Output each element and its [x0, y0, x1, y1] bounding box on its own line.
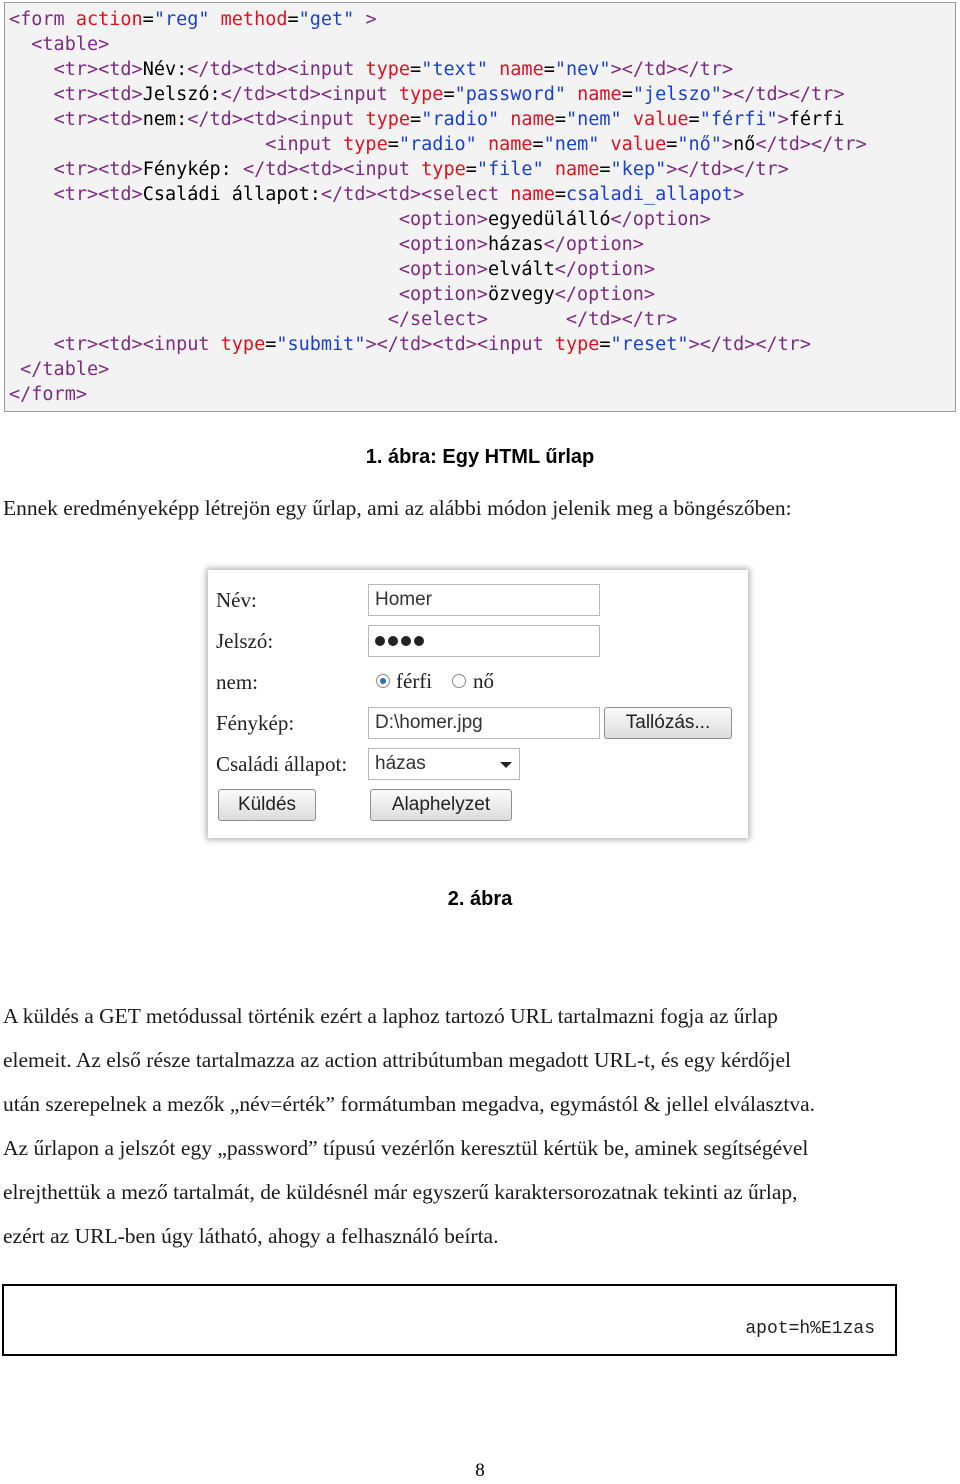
code-line: </table> — [20, 359, 110, 380]
browse-button[interactable]: Tallózás... — [604, 707, 732, 739]
code-line: <tr><td>Fénykép: </td><td><input type="file" name="kep"></td></tr> — [53, 159, 789, 180]
radio-male[interactable] — [376, 674, 390, 688]
password-dot — [388, 636, 398, 646]
figure-caption-1: 1. ábra: Egy HTML űrlap — [365, 446, 595, 468]
intro-paragraph — [3, 486, 958, 530]
marital-label: Családi állapot: — [216, 752, 348, 776]
code-line: <tr><td>Családi állapot:</td><td><select name=csaladi_allapot> — [53, 184, 745, 205]
password-dot — [414, 636, 424, 646]
name-label: Név: — [216, 588, 257, 612]
code-line: <option>elvált</option> — [398, 259, 656, 280]
text-line: elrejthettük a mező tartalmát, de küldésnél már egyszerű karaktersorozatnak tekinti az űrlap, — [3, 1180, 798, 1204]
code-line: </select> </td></tr> — [387, 309, 678, 330]
text-line: Ennek eredményeképp létrejön egy űrlap, ami az alábbi módon jelenik meg a böngészőben: — [3, 496, 792, 520]
code-line: <input type="radio" name="nem" value="nő">nő</td></tr> — [265, 134, 867, 155]
code-line: <option>egyedülálló</option> — [398, 209, 711, 230]
code-line: <tr><td>Név:</td><td><input type="text" name="nev"></td></tr> — [53, 59, 734, 80]
code-listing — [4, 2, 956, 412]
code-line: <option>özvegy</option> — [398, 284, 656, 305]
code-line: <form action="reg" method="get" > — [9, 9, 377, 30]
code-line: <option>házas</option> — [398, 234, 644, 255]
text-line: A küldés a GET metódussal történik ezért a laphoz tartozó URL tartalmazni fogja az űrlap — [3, 1004, 778, 1028]
submit-button[interactable]: Küldés — [218, 789, 316, 821]
url-box — [2, 1284, 897, 1356]
text-line: ezért az URL-ben úgy látható, ahogy a felhasználó beírta. — [3, 1224, 499, 1248]
form-screenshot — [208, 570, 748, 838]
body-paragraph — [3, 994, 958, 1258]
password-label: Jelszó: — [216, 629, 274, 653]
text-line: után szerepelnek a mezők „név=érték” formátumban megadva, egymástól & jellel elválasztva. — [3, 1092, 816, 1116]
password-input[interactable] — [368, 625, 600, 657]
marital-select[interactable] — [368, 748, 520, 780]
text-line: elemeit. Az első része tartalmazza az action attribútumban megadott URL-t, és egy kérdőjel — [3, 1048, 792, 1072]
page-number: 8 — [475, 1460, 485, 1481]
figure-caption-2: 2. ábra — [447, 888, 513, 910]
chevron-down-icon — [500, 762, 512, 768]
photo-file-input[interactable]: D:\homer.jpg — [368, 707, 600, 739]
radio-male-label: férfi — [396, 669, 433, 693]
password-dot — [401, 636, 411, 646]
code-line: <table> — [31, 34, 110, 55]
url-fragment: apot=h%E1zas — [745, 1319, 875, 1339]
code-line: <tr><td><input type="submit"></td><td><input type="reset"></td></tr> — [53, 334, 812, 355]
name-input[interactable]: Homer — [368, 584, 600, 616]
code-line: </form> — [9, 384, 87, 405]
radio-female-label: nő — [473, 669, 494, 693]
password-dot — [375, 636, 385, 646]
marital-selected: házas — [375, 753, 426, 774]
text-line: Az űrlapon a jelszót egy „password” típusú vezérlőn keresztül kértük be, aminek segítségével — [3, 1136, 809, 1160]
gender-label: nem: — [216, 670, 258, 694]
photo-label: Fénykép: — [216, 711, 295, 735]
reset-button[interactable]: Alaphelyzet — [370, 789, 512, 821]
code-line: <tr><td>Jelszó:</td><td><input type="password" name="jelszo"></td></tr> — [53, 84, 845, 105]
code-line: <tr><td>nem:</td><td><input type="radio" name="nem" value="férfi">férfi — [53, 109, 845, 130]
password-mask — [375, 626, 427, 656]
radio-female[interactable] — [452, 674, 466, 688]
